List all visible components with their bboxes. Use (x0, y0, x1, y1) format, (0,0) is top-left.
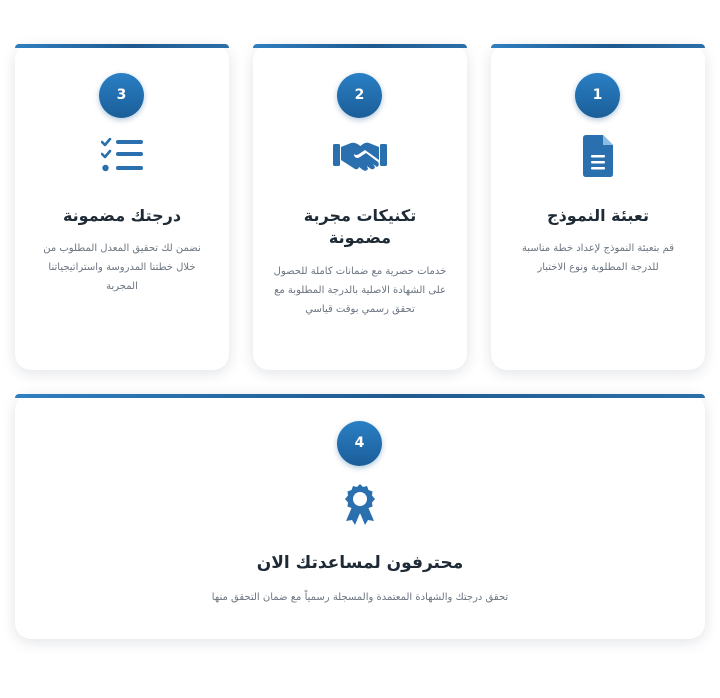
step-title: محترفون لمساعدتك الان (256, 553, 464, 573)
step-title: درجتك مضمونة (62, 206, 182, 225)
step-title: تعبئة النموذج (547, 206, 649, 225)
award-icon (343, 483, 377, 527)
handshake-icon (333, 140, 387, 172)
step-description: خدمات حصرية مع ضمانات كاملة للحصول على الشهادة الاصلية بالدرجة المطلوبة مع تحقق رسمي بوقت قياسي (273, 266, 447, 315)
step-card-1 (491, 44, 705, 370)
step-number-badge: 3 (99, 73, 144, 118)
step-number-badge: 4 (337, 421, 382, 466)
step-card-4 (15, 394, 705, 639)
step-title: تكنيكات مجربة مضمونة (303, 206, 417, 247)
step-number-badge: 2 (337, 73, 382, 118)
document-icon (583, 135, 613, 177)
step-description: تحقق درجتك والشهادة المعتمدة والمسجلة رسمياً مع ضمان التحقق منها (211, 592, 509, 603)
step-card-3 (15, 44, 229, 370)
step-description: قم بتعبئة النموذج لإعداد خطة مناسبة للدرجة المطلوبة ونوع الاختبار (521, 243, 675, 273)
step-number-badge: 1 (575, 73, 620, 118)
checklist-icon (101, 138, 143, 174)
step-card-2 (253, 44, 467, 370)
step-description: نضمن لك تحقيق المعدل المطلوب من خلال خطتنا المدروسة واستراتيجياتنا المجربة (43, 243, 201, 292)
